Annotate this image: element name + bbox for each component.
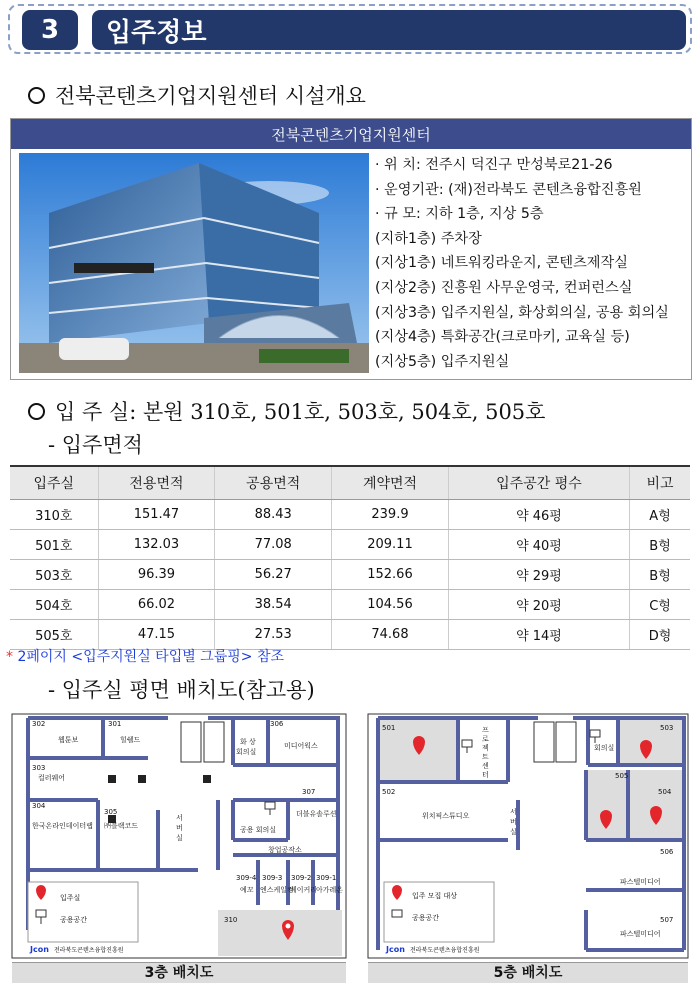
svg-text:309-1: 309-1 [316, 874, 337, 882]
svg-text:베이커리: 베이커리 [290, 886, 318, 894]
room-306: 306 [270, 720, 284, 728]
facility-overview [10, 118, 692, 380]
room-305-name: ㈜블랙코드 [104, 822, 139, 830]
facility-details [375, 153, 691, 374]
svg-text:507: 507 [660, 916, 674, 924]
rooms-heading: 입 주 실: 본원 310호, 501호, 503호, 504호, 505호 [28, 396, 545, 426]
legend-common: 공용공간 [60, 916, 88, 924]
room-303-name: 컬러웨어 [38, 774, 66, 782]
svg-text:로: 로 [482, 735, 489, 743]
building-photo [19, 153, 369, 373]
table-row: 310호 151.47 88.43 239.9 약 46평 A형 [10, 500, 690, 530]
svg-text:위치픽스튜디오: 위치픽스튜디오 [422, 812, 470, 820]
table-row: 503호 96.39 56.27 152.66 약 29평 B형 [10, 560, 690, 590]
room-302: 302 [32, 720, 46, 728]
facility-name: 전북콘텐츠기업지원센터 [11, 119, 691, 149]
room-307: 307 [302, 788, 316, 796]
room-303: 303 [32, 764, 46, 772]
svg-text:공용공간: 공용공간 [412, 914, 440, 922]
room-306-name: 미디어웍스 [284, 742, 318, 750]
detail-floor-b1: (지하1층) 주차장 [375, 230, 482, 247]
svg-text:505: 505 [615, 772, 629, 780]
room-301-name: 힐쉘드 [120, 736, 141, 744]
svg-text:501: 501 [382, 724, 396, 732]
reference-note: * 2페이지 <입주지원실 타입별 그룹핑> 참조 [6, 649, 285, 665]
area-table [10, 465, 690, 650]
legend-tenant: 입주실 [60, 894, 81, 902]
room-304-name: 한국온라인데이터랩 [32, 822, 93, 830]
circle-bullet-icon [28, 87, 45, 104]
svg-text:입주 모집 대상: 입주 모집 대상 [412, 892, 458, 900]
plan-3f-caption: 3층 배치도 [12, 962, 346, 983]
svg-text:504: 504 [658, 788, 672, 796]
svg-text:버: 버 [510, 818, 517, 826]
server-1: 서 [176, 814, 183, 822]
svg-text:502: 502 [382, 788, 396, 796]
room-304: 304 [32, 802, 46, 810]
detail-operator: · 운영기관: (재)전라북도 콘텐츠융합진흥원 [375, 181, 642, 198]
table-row: 504호 66.02 38.54 104.56 약 20평 C형 [10, 590, 690, 620]
room-305: 305 [104, 808, 118, 816]
desk-icon [265, 802, 275, 815]
room-302-name: 웹툰보 [58, 736, 79, 744]
svg-text:Jcon: Jcon [386, 945, 405, 954]
section-header [8, 4, 692, 54]
svg-text:실: 실 [510, 828, 517, 836]
plan-5f-caption: 5층 배치도 [368, 962, 688, 983]
detail-floor-2: (지상2층) 진흥원 사무운영국, 컨퍼런스실 [375, 279, 633, 296]
svg-text:503: 503 [660, 724, 674, 732]
svg-text:309-4: 309-4 [236, 874, 257, 882]
section-title: 입주정보 [92, 10, 686, 50]
table-header-row: 입주실 전용면적 공용면적 계약면적 입주공간 평수 비고 [10, 466, 690, 500]
svg-text:프: 프 [482, 726, 489, 734]
server-2: 버 [176, 824, 183, 832]
circle-bullet-icon [28, 403, 45, 420]
svg-text:센: 센 [482, 762, 489, 770]
room-307-name: 더블유솔루션 [296, 810, 337, 818]
server-3: 실 [176, 834, 183, 842]
svg-text:309-2: 309-2 [291, 874, 312, 882]
svg-text:전라북도콘텐츠융합진흥원: 전라북도콘텐츠융합진흥원 [410, 947, 480, 954]
room-310: 310 [224, 916, 238, 924]
svg-text:아가레온: 아가레온 [316, 886, 344, 894]
detail-location: · 위 치: 전주시 덕진구 만성북로21-26 [375, 157, 613, 173]
table-row: 501호 132.03 77.08 209.11 약 40평 B형 [10, 530, 690, 560]
svg-text:터: 터 [482, 771, 489, 779]
desk-icon [590, 730, 600, 743]
meeting-label-2: 회의실 [236, 748, 257, 756]
floor-plans [8, 710, 692, 985]
svg-text:506: 506 [660, 848, 674, 856]
detail-floor-5: (지상5층) 입주지원실 [375, 353, 510, 370]
svg-text:서: 서 [510, 808, 517, 816]
startup-label: 창업공작소 [268, 846, 302, 854]
room-301: 301 [108, 720, 122, 728]
svg-text:회의실: 회의실 [594, 744, 615, 752]
svg-text:예꼬: 예꼬 [240, 886, 254, 894]
meeting-label-1: 화 상 [240, 738, 256, 746]
detail-scale: · 규 모: 지하 1층, 지상 5층 [375, 206, 544, 223]
facility-heading: 전북콘텐츠기업지원센터 시설개요 [28, 80, 366, 110]
svg-text:파스텔미디어: 파스텔미디어 [620, 878, 661, 886]
svg-text:젝: 젝 [482, 744, 489, 752]
common-room: 공용 회의실 [240, 826, 277, 834]
table-row: 505호 47.15 27.53 74.68 약 14평 D형 [10, 620, 690, 650]
svg-text:파스텔미디어: 파스텔미디어 [620, 930, 661, 938]
svg-text:트: 트 [482, 753, 489, 761]
detail-floor-4: (지상4층) 특화공간(크로마키, 교육실 등) [375, 329, 630, 346]
svg-text:309-3: 309-3 [262, 874, 283, 882]
area-subheading: - 입주면적 [48, 433, 143, 457]
svg-text:엔스케일킹: 엔스케일킹 [260, 886, 294, 894]
detail-floor-1: (지상1층) 네트워킹라운지, 콘텐츠제작실 [375, 255, 628, 272]
floorplan-svg [8, 710, 692, 962]
desk-icon [462, 740, 472, 753]
floorplan-subheading: - 입주실 평면 배치도(참고용) [48, 678, 315, 702]
section-number: 3 [22, 10, 78, 50]
jcon-logo: Jcon [30, 945, 49, 954]
detail-floor-3: (지상3층) 입주지원실, 화상회의실, 공용 회의실 [375, 304, 669, 321]
org-name: 전라북도콘텐츠융합진흥원 [54, 947, 124, 954]
